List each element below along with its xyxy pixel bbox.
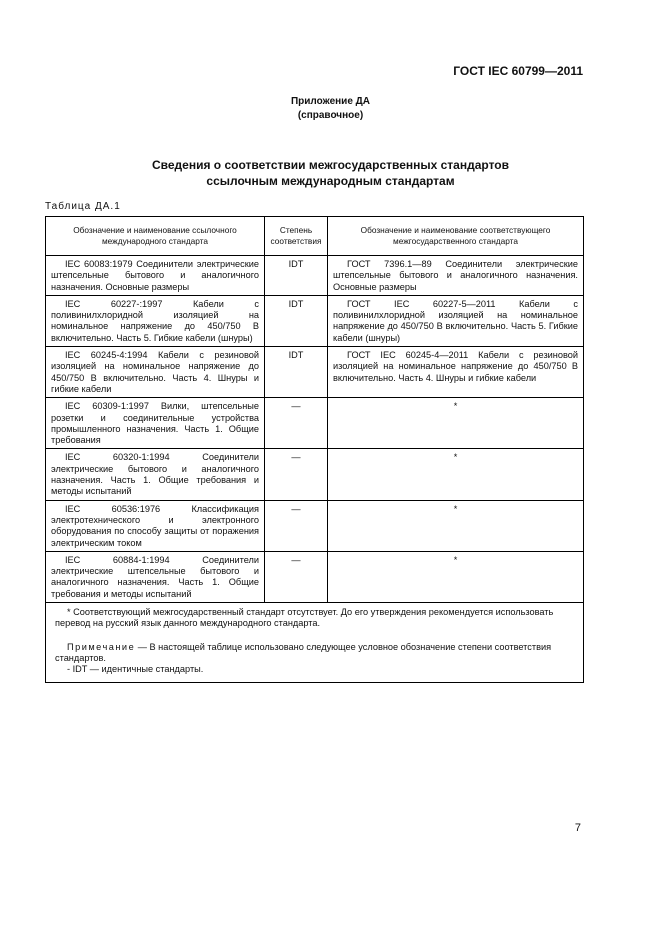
- international-standard-cell: IEC 60245-4:1994 Кабели с резиновой изоляцией на номинальное напряжение до 450/750 В включительно. Часть 4. Шнуры и гибкие кабели: [46, 347, 265, 398]
- degree-cell: IDT: [265, 347, 328, 398]
- degree-cell: —: [265, 398, 328, 449]
- table-row: [46, 398, 584, 449]
- appendix-heading: [0, 95, 661, 123]
- document-title: [0, 157, 661, 189]
- table-row: [46, 256, 584, 296]
- table-label: Таблица ДА.1: [45, 201, 121, 212]
- header-degree: Степень соответствия: [265, 217, 328, 256]
- table-notes-row: [46, 603, 584, 682]
- interstate-standard-cell: ГОСТ 7396.1—89 Соединители электрические штепсельные бытового и аналогичного назначения. Основные размеры: [328, 256, 584, 296]
- header-interstate-standard: Обозначение и наименование соответствующего межгосударственного стандарта: [328, 217, 584, 256]
- table-notes-cell: [46, 603, 584, 682]
- note: [55, 642, 574, 665]
- table-header-row: [46, 217, 584, 256]
- table-row: [46, 295, 584, 346]
- correspondence-table: [45, 216, 584, 683]
- standard-header: ГОСТ IEC 60799—2011: [453, 64, 583, 78]
- international-standard-cell: IEC 60536:1976 Классификация электротехнического и электронного оборудования по способу защиты от поражения электрическим током: [46, 500, 265, 551]
- note-item: - IDT — идентичные стандарты.: [67, 664, 204, 675]
- international-standard-cell: IEC 60884-1:1994 Соединители электрические штепсельные бытового и аналогичного назначения. Часть 1. Общие требования и методы испытаний: [46, 551, 265, 602]
- appendix-subtitle: (справочное): [297, 110, 364, 121]
- degree-cell: IDT: [265, 295, 328, 346]
- interstate-standard-cell: ГОСТ IEC 60227-5—2011 Кабели с поливинилхлоридной изоляцией на номинальное напряжение до 450/750 В включительно. Часть 5. Гибкие кабели (шнуры): [328, 295, 584, 346]
- international-standard-cell: IEC 60309-1:1997 Вилки, штепсельные розетки и соединительные устройства промышленного назначения. Часть 1. Общие требования: [46, 398, 265, 449]
- international-standard-cell: IEC 60083:1979 Соединители электрические штепсельные бытового и аналогичного назначения. Основные размеры: [46, 256, 265, 296]
- table-row: [46, 500, 584, 551]
- table-row: [46, 551, 584, 602]
- degree-cell: —: [265, 551, 328, 602]
- interstate-standard-cell: *: [328, 500, 584, 551]
- international-standard-cell: IEC 60227-:1997 Кабели с поливинилхлоридной изоляцией на номинальное напряжение до 450/750 В включительно. Часть 5. Гибкие кабели (шнуры): [46, 295, 265, 346]
- footnote: * Соответствующий межгосударственный стандарт отсутствует. До его утверждения рекомендуется использовать перевод на русский язык данного международного стандарта.: [55, 607, 554, 629]
- note-label: Примечание: [67, 641, 136, 652]
- document-title-line-2: ссылочным международным стандартам: [206, 174, 455, 188]
- degree-cell: —: [265, 500, 328, 551]
- note-text: — В настоящей таблице использовано следующее условное обозначение степени соответствия стандартов.: [55, 641, 552, 663]
- international-standard-cell: IEC 60320-1:1994 Соединители электрические бытового и аналогичного назначения. Часть 1. Общие требования и методы испытаний: [46, 449, 265, 500]
- table-row: [46, 449, 584, 500]
- table-row: [46, 347, 584, 398]
- degree-cell: IDT: [265, 256, 328, 296]
- interstate-standard-cell: *: [328, 449, 584, 500]
- page-number: 7: [574, 822, 581, 834]
- interstate-standard-cell: ГОСТ IEC 60245-4—2011 Кабели с резиновой изоляцией на номинальное напряжение до 450/750 В включительно. Часть 4. Шнуры и гибкие кабели: [328, 347, 584, 398]
- interstate-standard-cell: *: [328, 398, 584, 449]
- degree-cell: —: [265, 449, 328, 500]
- document-title-line-1: Сведения о соответствии межгосударственных стандартов: [152, 158, 509, 172]
- header-international-standard: Обозначение и наименование ссылочного международного стандарта: [46, 217, 265, 256]
- interstate-standard-cell: *: [328, 551, 584, 602]
- appendix-title: Приложение ДА: [290, 96, 371, 107]
